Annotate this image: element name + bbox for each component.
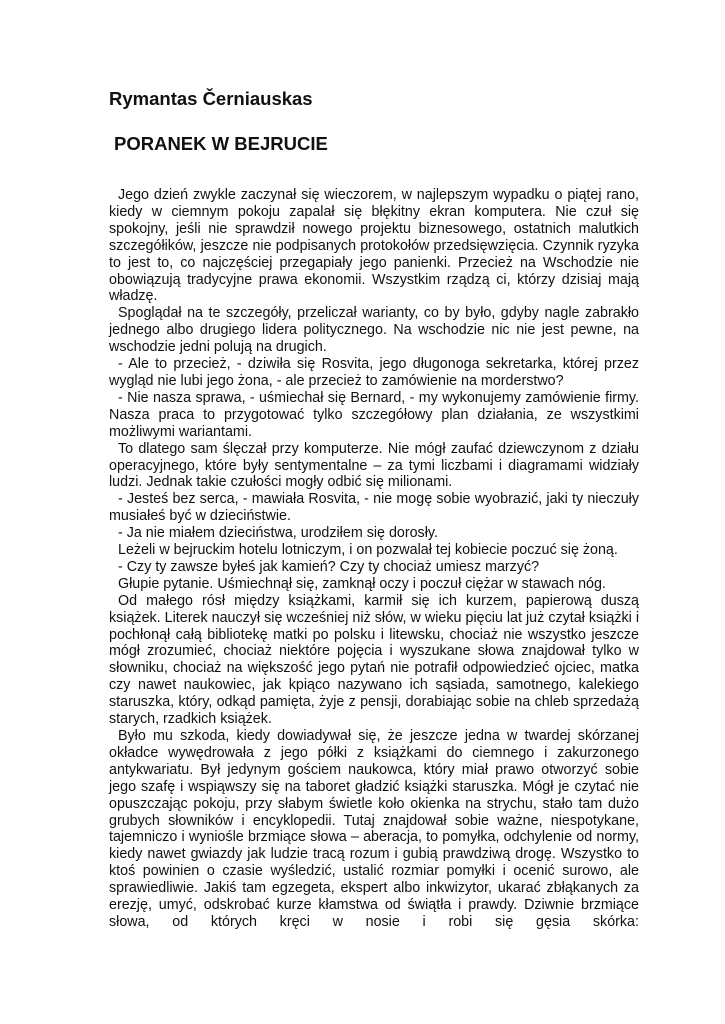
story-title: PORANEK W BEJRUCIE (114, 133, 328, 154)
paragraph: - Nie nasza sprawa, - uśmiechał się Bernard, - my wykonujemy zamówienie firmy. Nasza praca to przygotować tylko szczegółowy plan działania, ze wszystkimi możliwymi wariantami. (109, 389, 639, 440)
paragraph: Było mu szkoda, kiedy dowiadywał się, że jeszcze jedna w twardej skórzanej okładce wywędrowała z jego półki z książkami do ciemnego i zakurzonego antykwariatu. Był jedynym gościem naukowca, który miał prawo otworzyć sobie jego szafę i wspiąwszy się na taboret gładzić książki staruszka. Mógł je czytać nie opuszczając pokoju, przy słabym świetle koło okienka na strychu, stało tam dużo grubych słowników i encyklopedii. Tutaj znajdował sobie ważne, niespotykane, tajemniczo i wyniośle brzmiące słowa – aberacja, to pomyłka, odchylenie od normy, kiedy nawet gwiazdy jak ludzie tracą rozum i gubią prawdziwą drogę. Wszystko to ktoś powinien o czasie wyśledzić, ustalić rozmiar pomyłki i ocenić surowo, ale sprawiedliwie. Jakiś tam egzegeta, ekspert albo inkwizytor, ukarać zbłąkanych za erezję, umyć, odskrobać kurze kłamstwa od świątła i prawdy. Dziwnie brzmiące słowa, od których kręci w nosie i robi się gęsia skórka: (109, 728, 639, 930)
story-body (109, 187, 639, 931)
author-name: Rymantas Černiauskas (109, 88, 313, 109)
paragraph: - Ale to przecież, - dziwiła się Rosvita, jego długonoga sekretarka, której przez wygląd nie lubi jego żona, - ale przecież to zamówienie na morderstwo? (109, 356, 639, 389)
paragraph: To dlatego sam ślęczał przy komputerze. Nie mógł zaufać dziewczynom z działu operacyjnego, które były sentymentalne – za tymi liczbami i diagramami widziały ludzi. Jednak takie czułości mogły odbić się milionami. (109, 440, 639, 491)
paragraph: Leżeli w bejruckim hotelu lotniczym, i on pozwalał tej kobiecie poczuć się żoną. (118, 542, 618, 559)
paragraph: Od małego rósł między książkami, karmił się ich kurzem, papierową duszą książek. Literek nauczył się wcześniej niż słów, w wieku pięciu lat już czytał książki i pochłonął całą bibliotekę matki po polsku i litewsku, chociaż nie wszystko jeszcze mógł zrozumieć, chociaż niektóre pojęcia i wyszukane słowa znajdował tylko w słowniku, chociaż na większość jego pytań nie potrafił odpowiedzieć ojciec, matka czy nawet naukowiec, jak kpiąco nazywano ich sąsiada, samotnego, kalekiego staruszka, który, odkąd pamięta, żyje z pensji, dorabiając sobie na chleb sprzedażą starych, rzadkich książek. (109, 592, 639, 728)
paragraph: Głupie pytanie. Uśmiechnął się, zamknął oczy i poczuł ciężar w stawach nóg. (118, 575, 606, 592)
paragraph: - Jesteś bez serca, - mawiała Rosvita, - nie mogę sobie wyobrazić, jaki ty nieczuły musiałeś być w dzieciństwie. (109, 491, 639, 525)
paragraph: - Czy ty zawsze byłeś jak kamień? Czy ty chociaż umiesz marzyć? (118, 558, 540, 575)
paragraph: Spoglądał na te szczegóły, przeliczał warianty, co by było, gdyby nagle zabrakło jednego albo drugiego lidera politycznego. Na wschodzie nic nie jest pewne, na wschodzie jedni polują na drugich. (109, 305, 639, 356)
paragraph: Jego dzień zwykle zaczynał się wieczorem, w najlepszym wypadku o piątej rano, kiedy w ciemnym pokoju zapalał się błękitny ekran komputera. Nie czuł się spokojny, jeśli nie sprawdził nowego projektu biznesowego, ostatnich malutkich szczegółików, jeszcze nie podpisanych protokołów przedsięwzięcia. Czynnik ryzyka to jest to, co najczęściej przegapiały jego panienki. Przecież na Wschodzie nie obowiązują tradycyjne prawa ekonomii. Wszystkim rządzą ci, którzy dzisiaj mają władzę. (109, 187, 639, 305)
paragraph: - Ja nie miałem dzieciństwa, urodziłem się dorosły. (118, 525, 438, 542)
